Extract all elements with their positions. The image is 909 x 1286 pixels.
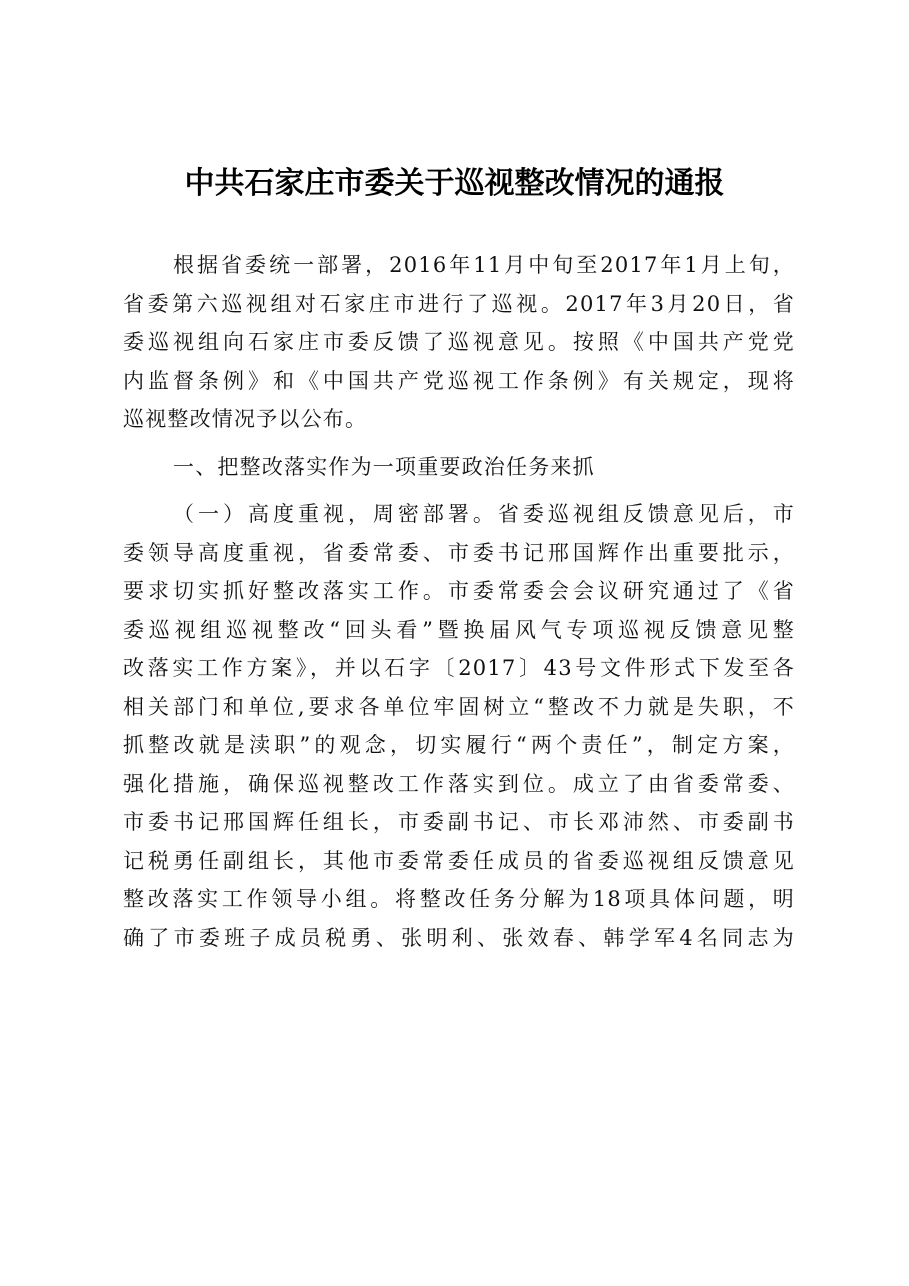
text-line: 改落实工作方案》，并以石字〔2017〕43号文件形式下发至各: [123, 656, 795, 680]
text-line: （一）高度重视，周密部署。省委巡视组反馈意见后，市: [173, 502, 795, 526]
text-line: 委领导高度重视，省委常委、市委书记邢国辉作出重要批示，: [123, 540, 795, 565]
paragraph-one: [123, 495, 795, 957]
text-line: 整改落实工作领导小组。将整改任务分解为18项具体问题，明: [123, 887, 795, 911]
intro-paragraph: [123, 246, 795, 439]
document-body: [123, 246, 795, 957]
text-line: 内监督条例》和《中国共产党巡视工作条例》有关规定，现将: [123, 368, 795, 393]
text-line: 要求切实抓好整改落实工作。市委常委会会议研究通过了《省: [123, 579, 795, 603]
text-line: 省委第六巡视组对石家庄市进行了巡视。2017年3月20日，省: [123, 291, 795, 316]
text-line: 根据省委统一部署，2016年11月中旬至2017年1月上旬，: [173, 253, 795, 277]
text-line: 记税勇任副组长，其他市委常委任成员的省委巡视组反馈意见: [123, 848, 795, 873]
text-line: 强化措施，确保巡视整改工作落实到位。成立了由省委常委、: [123, 771, 795, 796]
text-line: 委巡视组巡视整改“回头看”暨换届风气专项巡视反馈意见整: [123, 617, 795, 642]
section-heading: 一、把整改落实作为一项重要政治任务来抓: [173, 454, 595, 479]
text-line: 确了市委班子成员税勇、张明利、张效春、韩学军4名同志为: [123, 925, 795, 950]
text-line: 相关部门和单位,要求各单位牢固树立“整改不力就是失职，不: [123, 694, 795, 719]
text-line: 抓整改就是渎职”的观念，切实履行“两个责任”，制定方案，: [123, 733, 795, 757]
text-line: 巡视整改情况予以公布。: [123, 407, 368, 431]
text-line: 市委书记邢国辉任组长，市委副书记、市长邓沛然、市委副书: [123, 810, 795, 834]
document-title: 中共石家庄市委关于巡视整改情况的通报: [184, 166, 725, 201]
text-line: 委巡视组向石家庄市委反馈了巡视意见。按照《中国共产党党: [123, 330, 795, 354]
